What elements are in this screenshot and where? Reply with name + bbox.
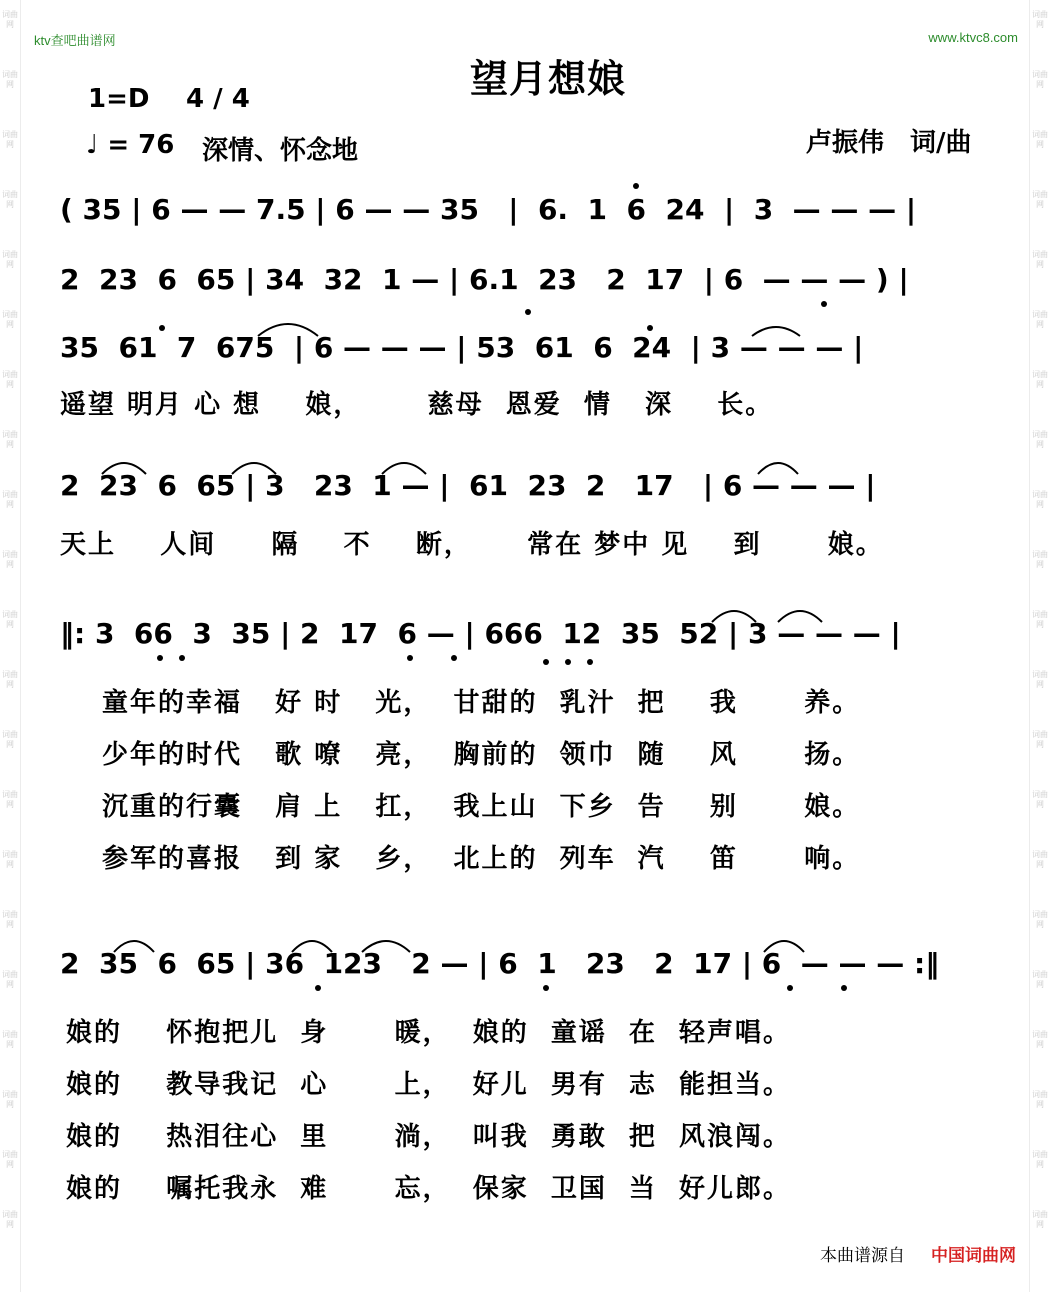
site-name-left[interactable]: ktv查吧曲谱网 (34, 33, 116, 48)
score-line-4: 2 23 6 65 | 3 23 1 — | 61 23 2 17 | 6 — — — | (60, 469, 876, 502)
expression-marking: 深情、怀念地 (202, 136, 359, 166)
side-watermark-text: 词曲网 (2, 610, 18, 629)
side-watermark-text: 词曲网 (2, 10, 18, 29)
side-watermark-text: 词曲网 (2, 310, 18, 329)
side-watermark-text: 词曲网 (2, 1090, 18, 1109)
side-watermark-text: 词曲网 (1032, 310, 1048, 329)
score-line-3: 35 61 7 675 | 6 — — — | 53 61 6 24 | 3 — — — | (60, 331, 864, 364)
side-watermark-text: 词曲网 (1032, 730, 1048, 749)
side-watermark-text: 词曲网 (2, 430, 18, 449)
score-line-1: ( 35 | 6 — — 7.5 | 6 — — 35 | 6. 1 6 24 | 3 — — — | (60, 193, 917, 226)
lyric-verse-2b: 娘的 教导我记 心 上， 好儿 男有 志 能担当。 (66, 1070, 792, 1100)
octave-dot (525, 309, 531, 315)
octave-dot (451, 655, 457, 661)
octave-dot (787, 985, 793, 991)
octave-dot (587, 659, 593, 665)
lyric-line-3: 遥望 明月 心 想 娘， 慈母 恩爱 情 深 长。 (60, 390, 774, 420)
side-watermark-text: 词曲网 (1032, 1090, 1048, 1109)
lyric-verse-3b: 娘的 热泪往心 里 淌， 叫我 勇敢 把 风浪闯。 (66, 1122, 792, 1152)
octave-dot (633, 183, 639, 189)
side-watermark-text: 词曲网 (1032, 370, 1048, 389)
side-watermark-text: 词曲网 (2, 1150, 18, 1169)
side-watermark-text: 词曲网 (2, 550, 18, 569)
site-url-right[interactable]: www.ktvc8.com (928, 30, 1018, 45)
tempo-marking: ♩ = 76 (86, 130, 175, 160)
side-watermark-text: 词曲网 (1032, 1030, 1048, 1049)
lyric-verse-1a: 童年的幸福 好 时 光， 甘甜的 乳汁 把 我 养。 (102, 688, 861, 718)
lyric-verse-4b: 娘的 嘱托我永 难 忘， 保家 卫国 当 好儿郎。 (66, 1174, 792, 1204)
side-watermark-text: 词曲网 (1032, 10, 1048, 29)
octave-dot (157, 655, 163, 661)
side-watermark-text: 词曲网 (2, 70, 18, 89)
side-watermark-text: 词曲网 (1032, 70, 1048, 89)
side-watermark-text: 词曲网 (1032, 910, 1048, 929)
octave-dot (315, 985, 321, 991)
side-watermark-text: 词曲网 (1032, 850, 1048, 869)
side-watermark-text: 词曲网 (1032, 790, 1048, 809)
side-watermark-text: 词曲网 (1032, 1210, 1048, 1229)
side-watermark-text: 词曲网 (2, 130, 18, 149)
time-signature: 4 / 4 (186, 84, 250, 114)
side-watermark-text: 词曲网 (1032, 430, 1048, 449)
side-watermark-text: 词曲网 (2, 910, 18, 929)
right-watermark-strip (1029, 0, 1050, 1292)
side-watermark-text: 词曲网 (2, 190, 18, 209)
octave-dot (543, 985, 549, 991)
side-watermark-text: 词曲网 (1032, 550, 1048, 569)
octave-dot (821, 301, 827, 307)
lyric-verse-3a: 沉重的行囊 肩 上 扛， 我上山 下乡 告 别 娘。 (102, 792, 861, 822)
song-title: 望月想娘 (469, 57, 626, 101)
source-label: 本曲谱源自 (820, 1246, 905, 1266)
score-line-2: 2 23 6 65 | 34 32 1 — | 6.1 23 2 17 | 6 — — — ) | (60, 263, 909, 296)
side-watermark-text: 词曲网 (1032, 190, 1048, 209)
side-watermark-text: 词曲网 (2, 1030, 18, 1049)
side-watermark-text: 词曲网 (1032, 1150, 1048, 1169)
side-watermark-text: 词曲网 (2, 790, 18, 809)
source-link[interactable]: 中国词曲网 (931, 1246, 1016, 1266)
side-watermark-text: 词曲网 (2, 970, 18, 989)
side-watermark-text: 词曲网 (2, 1210, 18, 1229)
score-line-5: ‖: 3 66 3 35 | 2 17 6 — | 666 12 35 52 | 3 — — — | (60, 617, 901, 650)
side-watermark-text: 词曲网 (2, 670, 18, 689)
side-watermark-text: 词曲网 (1032, 670, 1048, 689)
side-watermark-text: 词曲网 (2, 850, 18, 869)
key-signature: 1=D (88, 84, 150, 114)
octave-dot (179, 655, 185, 661)
lyric-line-4: 天上 人间 隔 不 断， 常在 梦中 见 到 娘。 (60, 530, 884, 560)
score-line-6: 2 35 6 65 | 36 123 2 — | 6 1 23 2 17 | 6 — — — :‖ (60, 947, 940, 980)
side-watermark-text: 词曲网 (1032, 970, 1048, 989)
side-watermark-text: 词曲网 (2, 370, 18, 389)
octave-dot (841, 985, 847, 991)
octave-dot (565, 659, 571, 665)
side-watermark-text: 词曲网 (1032, 130, 1048, 149)
side-watermark-text: 词曲网 (1032, 250, 1048, 269)
side-watermark-text: 词曲网 (2, 730, 18, 749)
octave-dot (543, 659, 549, 665)
lyric-verse-2a: 少年的时代 歌 嘹 亮， 胸前的 领巾 随 风 扬。 (102, 740, 861, 770)
side-watermark-text: 词曲网 (2, 250, 18, 269)
side-watermark-text: 词曲网 (1032, 610, 1048, 629)
side-watermark-text: 词曲网 (2, 490, 18, 509)
lyric-verse-1b: 娘的 怀抱把儿 身 暖， 娘的 童谣 在 轻声唱。 (66, 1018, 792, 1048)
author-credit: 卢振伟 词/曲 (806, 128, 972, 158)
lyric-verse-4a: 参军的喜报 到 家 乡， 北上的 列车 汽 笛 响。 (102, 844, 861, 874)
left-watermark-strip (0, 0, 21, 1292)
side-watermark-text: 词曲网 (1032, 490, 1048, 509)
octave-dot (407, 655, 413, 661)
